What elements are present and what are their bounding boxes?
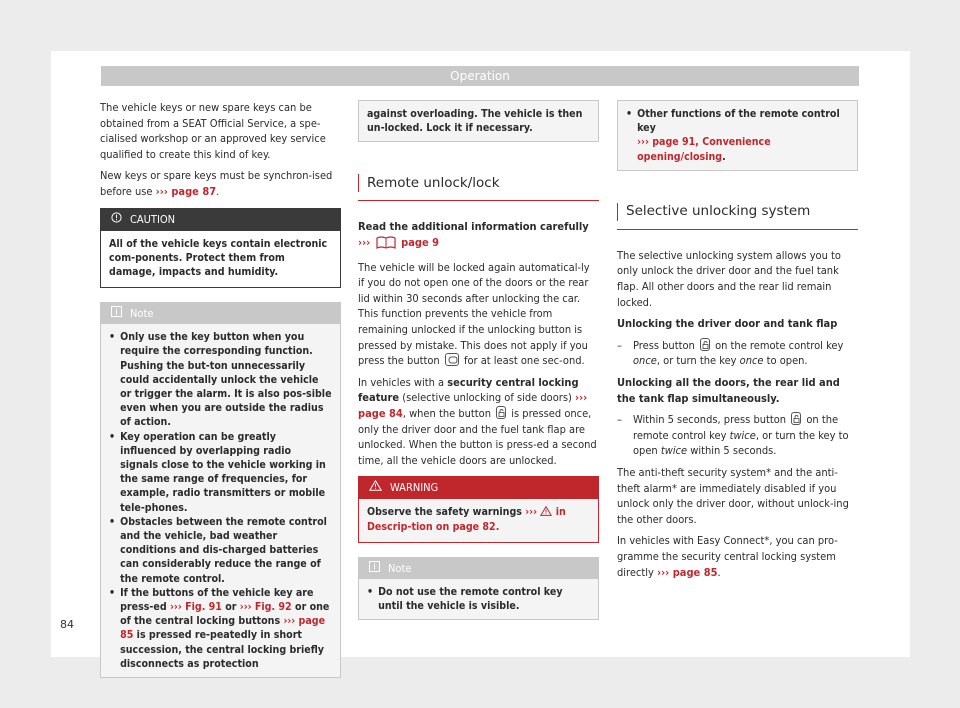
caution-text: All of the vehicle keys contain electronic com-ponents. Protect them from damage, impacts and humidity. [101,231,340,288]
warning-triangle-icon [369,477,382,499]
subheading: Unlocking the driver door and tank flap [617,317,838,331]
warning-header [359,477,598,499]
paragraph: The vehicle will be locked again automatical-ly if you do not open one of the doors or the rear lid within 30 seconds after unlocking the car. This function prevents the vehicle from remaining unlocked if the unlocking button is pressed by mistake. This does not apply if you press the button for at least one sec-ond. [358,260,590,368]
list-item: • Obstacles between the remote control and the vehicle, bad weather conditions and dis-charged batteries can considerably reduce the range of the remote control. [109,515,327,585]
page-link[interactable]: ››› page 87 [155,184,217,198]
warning-text: Observe the safety warnings ››› in Descrip-tion on page 82. [359,499,598,541]
list-item: • Key operation can be greatly influenced by overlapping radio signals close to the vehicle working in the same range of frequencies, for example, radio transmitters or mobile tele-phones. [109,430,326,514]
paragraph: In vehicles with a security central locking feature (selective unlocking of side doors) ››› page 84, when the button is pressed once, only the driver door and the fuel tank flap are unlocked. When the button is press-ed a second time, all the vehicle doors are unlocked. [358,375,597,467]
unlock-button-icon [496,406,506,419]
paragraph: The vehicle keys or new spare keys can be obtained from a SEAT Official Service, a spe-cialised workshop or an approved key service qualified to create this kind of key. [100,101,326,161]
list-item: • Only use the key button when you require the corresponding function. Pushing the but-ton unnecessarily could accidentally unlock the vehicle or trigger the alarm. It is also pos-sible even when you are outside the radius of action. [109,331,332,429]
note-info-icon [111,303,122,324]
bullet-icon: • [109,331,116,344]
bullet-icon: • [109,586,116,599]
description-link[interactable]: ››› [525,506,538,519]
note-title: Note [130,307,154,321]
note-text [101,324,340,677]
warning-triangle-icon [540,506,552,518]
page-link[interactable]: ››› page 91, Convenience opening/closing [637,136,771,163]
column-3 [617,100,858,586]
info-circle-icon [111,209,122,231]
bullet-icon: • [626,108,633,120]
paragraph: The anti-theft security system* and the anti-theft alarm* are immediately disabled if you unlock only the driver door, without unlock-ing the other doors. [617,465,849,526]
list-item: • Do not use the remote control key until the vehicle is visible. [367,585,563,612]
caution-box [100,208,341,289]
note-title: Note [388,561,412,575]
bullet-icon: • [109,515,116,528]
subheading: Unlocking all the doors, the rear lid and the tank flap simultaneously. [617,375,840,405]
caution-title: CAUTION [130,212,176,226]
note-box [100,302,341,678]
note-header [101,303,340,324]
page-link[interactable]: ››› page 85 [657,565,718,579]
page-link[interactable]: ››› page 85 [120,615,326,642]
figure-link[interactable]: ››› Fig. 91 [170,601,222,614]
note-info-icon [369,558,380,579]
book-icon [376,236,396,254]
paragraph: New keys or spare keys must be synchron-ised before use ››› page 87. [100,169,333,198]
instruction-step: – Press button on the remote control key once, or turn the key once to open. [617,338,844,368]
caution-header [101,209,340,231]
paragraph: The selective unlocking system allows you to only unlock the driver door and the fuel tank flap. All other doors and the rear lid remain locked. [617,248,841,309]
read-info: Read the additional information carefully ››› page 9 [358,219,599,253]
column-1 [100,100,341,678]
note-continuation [617,100,858,171]
lock-button-icon [445,353,459,366]
unlock-button-icon [791,412,801,425]
section-title: Selective unlocking system [617,203,858,230]
bullet-icon: • [367,585,374,598]
note-header [359,558,598,579]
page-number: 84 [60,618,74,631]
note-text [359,579,598,619]
warning-box [358,476,599,542]
note-continuation: against overloading. The vehicle is then un-locked. Lock it if necessary. [358,100,599,142]
bullet-icon: • [109,430,116,443]
note-box [358,557,599,620]
list-item: • If the buttons of the vehicle key are press-ed ››› Fig. 91 or ››› Fig. 92 or one of the central locking buttons ››› page 85 is pressed re-peatedly in short succession, the central locking briefly disconnects as protection [109,586,330,670]
page-link[interactable]: ››› page 84 [358,391,588,420]
list-item: • Other functions of the remote control key ››› page 91, Convenience opening/closing. [626,108,840,163]
page-header: Operation [101,66,859,86]
paragraph: In vehicles with Easy Connect*, you can pro-gramme the security central locking system directly ››› page 85. [617,534,838,579]
page-link[interactable]: page 9 [401,236,440,249]
section-title: Remote unlock/lock [358,174,599,201]
figure-link[interactable]: ››› Fig. 92 [239,601,292,614]
unlock-button-icon [700,338,710,351]
instruction-step: – Within 5 seconds, press button on the remote control key twice, or turn the key to open twice within 5 seconds. [617,413,849,458]
warning-title: WARNING [390,481,439,495]
column-2 [358,100,599,620]
